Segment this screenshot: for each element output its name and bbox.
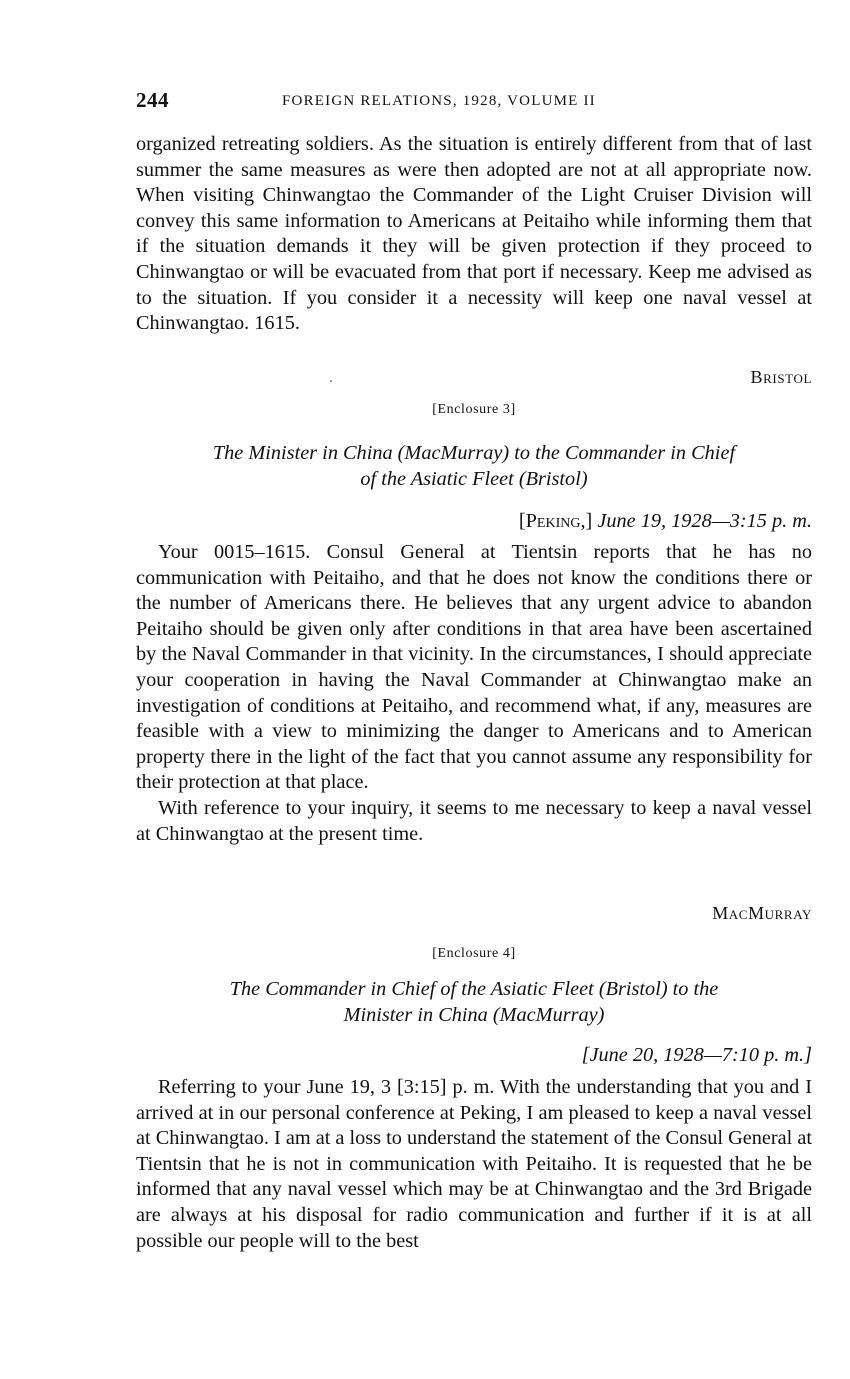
stray-mark [330,380,332,382]
enclosure-4-body [136,1075,812,1254]
signature-bristol: Bristol [750,367,812,387]
paragraph-text: With reference to your inquiry, it seems to me necessary to keep a naval vessel at Chinwangtao at the present time. [136,796,812,845]
enclosure-label-4: [Enclosure 4] [432,946,516,961]
page-number: 244 [136,88,169,112]
title-line: The Commander in Chief of the Asiatic Fleet (Bristol) to the [229,978,719,1000]
signature-macmurray: MacMurray [712,903,812,923]
dateline-date: [June 20, 1928—7:10 p. m.] [581,1044,812,1066]
dateline-place: [Peking,] [518,510,593,532]
paragraph-text: Referring to your June 19, 3 [3:15] p. m. With the understanding that you and I arrived at in our personal conference at Peking, I am pleased to keep a naval vessel at Chinwangtao. I am at a loss to understand the statement of the Consul General at Tientsin that he is not in communication with Peitaiho. It is requested that he be informed that any naval vessel which may be at Chinwangtao and the 3rd Brigade are always at his disposal for radio communication and further if it is at all possible our people will to the best [136,1076,812,1252]
paragraph-continuation [136,132,812,337]
enclosure-3-body [136,540,812,847]
title-line: of the Asiatic Fleet (Bristol) [360,467,588,490]
enclosure-label-3: [Enclosure 3] [432,402,516,417]
title-line: Minister in China (MacMurray) [343,1003,605,1026]
title-line: The Minister in China (MacMurray) to the Commander in Chief [212,442,736,464]
document-title-3 [136,441,812,492]
running-head: FOREIGN RELATIONS, 1928, VOLUME II [282,93,596,109]
dateline-date: June 19, 1928—3:15 p. m. [597,510,812,532]
paragraph-text: organized retreating soldiers. As the situation is entirely different from that of last summer the same measures as were then adopted are not at all appropriate now. When visiting Chinwangtao the Commander of the Light Cruiser Division will convey this same information to Americans at Peitaiho while informing them that if the situation demands it they will be given protection if they proceed to Chinwangtao or will be evacuated from that port if necessary. Keep me advised as to the situation. If you consider it a necessity will keep one naval vessel at Chinwangtao. 1615. [136,133,812,335]
dateline-4 [582,1044,812,1067]
page-header [136,88,812,116]
dateline-3 [519,510,812,533]
document-title-4 [136,977,812,1028]
paragraph-text: Your 0015–1615. Consul General at Tientsin reports that he has no communication with Peitaiho, and that he does not know the conditions there or the number of Americans there. He believes that any urgent advice to abandon Peitaiho should be given only after conditions in that area have been ascertained by the Naval Commander in that vicinity. In the circumstances, I should appreciate your cooperation in having the Naval Commander at Chinwangtao make an investigation of conditions at Peitaiho, and recommend what, if any, measures are feasible with a view to minimizing the danger to Americans and to American property there in the light of the fact that you cannot assume any responsibility for their protection at that place. [136,541,812,794]
